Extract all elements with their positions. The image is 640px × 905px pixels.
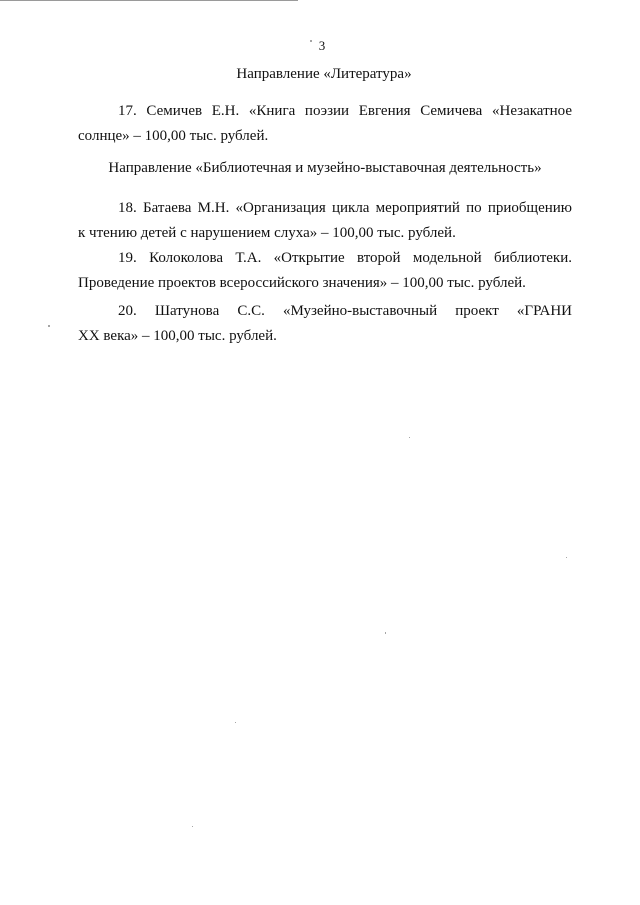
section-heading-literature: Направление «Литература» bbox=[236, 66, 412, 82]
list-item-line: 18. Батаева М.Н. «Организация цикла мероприятий по приобщению bbox=[118, 200, 572, 216]
list-item-line: Проведение проектов всероссийского значения» – 100,00 тыс. рублей. bbox=[78, 275, 526, 291]
top-edge-rule bbox=[0, 0, 298, 1]
list-item-20 bbox=[78, 299, 572, 349]
list-item-line: 17. Семичев Е.Н. «Книга поэзии Евгения Семичева «Незакатное bbox=[118, 103, 572, 119]
scan-speck bbox=[235, 722, 236, 723]
scan-speck bbox=[192, 826, 193, 827]
scan-speck bbox=[385, 632, 386, 634]
list-item-line: к чтению детей с нарушением слуха» – 100,00 тыс. рублей. bbox=[78, 225, 456, 241]
list-item-line: 20. Шатунова С.С. «Музейно-выставочный проект «ГРАНИ bbox=[118, 303, 572, 319]
page-number: 3 bbox=[318, 38, 326, 53]
scan-speck bbox=[566, 557, 567, 558]
scan-speck bbox=[409, 437, 410, 438]
list-item-line: 19. Колоколова Т.А. «Открытие второй модельной библиотеки. bbox=[118, 250, 572, 266]
list-item-line: XX века» – 100,00 тыс. рублей. bbox=[78, 328, 277, 344]
section-heading-library-museum: Направление «Библиотечная и музейно-выставочная деятельность» bbox=[108, 160, 542, 176]
scan-speck bbox=[48, 325, 50, 327]
scan-speck bbox=[310, 40, 312, 42]
list-item-17 bbox=[78, 99, 572, 149]
list-item-line: солнце» – 100,00 тыс. рублей. bbox=[78, 128, 269, 144]
list-item-18 bbox=[78, 196, 572, 246]
list-item-19 bbox=[78, 246, 572, 296]
